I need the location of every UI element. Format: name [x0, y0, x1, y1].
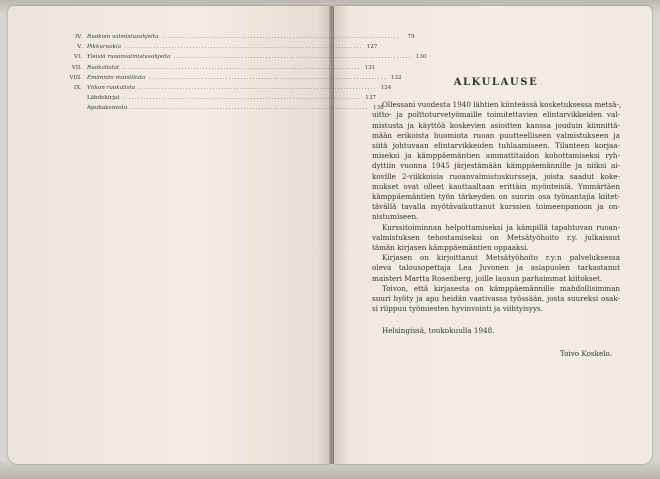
preface-line: uitto- ja polttoturvetyömaille toimitettavien elintarvikkeiden val- [372, 110, 620, 120]
preface-paragraph-1 [372, 100, 620, 222]
preface-line: tävällä tavalla myötävaikuttanut kurssien toimeenpanoon ja on- [372, 202, 620, 212]
toc-chapter-number: VIII. [69, 74, 82, 81]
toc-chapter-title: Emännän muistilista [87, 74, 146, 81]
preface-line: mään erikoista huomiota ruoan puutteelliseen valmistukseen ja [372, 130, 620, 140]
toc-page-number: 134 [380, 84, 392, 91]
toc-chapter-title: Apuhakemisto [87, 105, 128, 112]
toc-chapter-title: Pikkuruokia [87, 44, 122, 51]
toc-page-number: 79 [407, 34, 415, 40]
toc-page-number: 130 [415, 54, 427, 61]
preface-line: si riippuu työmiesten hyvinvointi ja viihtyisyys. [372, 304, 544, 314]
preface-line: Ollessani vuodesta 1940 lähtien kiinteässä kosketuksessa metsä-, [382, 100, 622, 110]
place-and-date: Helsingissä, toukokuulla 1948. [382, 326, 495, 336]
preface-line: maisteri Martta Rosenberg, joille lausun parhaimmat kiitokset. [372, 273, 603, 283]
toc-leader-dots: ................................................................................ [161, 34, 400, 40]
toc-chapter-title: Yleisiä ruoanvalmistusohjeita [87, 54, 171, 61]
preface-line: tämän kirjasen kämppäemäntien oppaaksi. [372, 243, 529, 253]
toc-row [52, 54, 427, 64]
preface-line: suuri hyöty ja apu heidän vaativassa työssään, josta suureksi osak- [372, 294, 620, 304]
preface-line: mukset ovat olleet kauttaaltaan erittäin myönteisiä. Ymmärtäen [372, 181, 620, 191]
preface-paragraph-4 [372, 284, 620, 315]
preface-line: Kurssitoiminnan helpottamiseksi ja kämpillä tapahtuvan ruoan- [382, 222, 620, 232]
preface-line: siitä johtuvaan elintarvikkeiden tuhlaamiseen. Tilanteen korjaa- [372, 141, 620, 151]
toc-leader-dots: ................................................................................ [138, 84, 377, 91]
toc-leader-dots: ................................................................................ [124, 44, 363, 51]
preface-line: valmistuksen tehostamiseksi on Metsätyöhoito r.y. julkaissut [372, 232, 620, 242]
toc-page-number: 127 [366, 44, 378, 51]
toc-chapter-title: Ruokalistat [87, 64, 120, 71]
table-of-contents [52, 34, 427, 116]
preface-line: Kirjasen on kirjoittanut Metsätyöhoito r.y:n palveluksessa [382, 253, 620, 263]
toc-chapter-number: IV. [74, 34, 82, 40]
preface-paragraph-3 [372, 253, 620, 284]
toc-row [52, 84, 392, 95]
toc-chapter-number: VI. [73, 54, 82, 61]
preface-line: koville 2-viikkoisia ruoanvalmistuskursseja, joista saadut koke- [372, 171, 620, 181]
toc-chapter-title: Ruokien valmistusohjeita [87, 34, 159, 40]
preface-paragraph-2 [372, 223, 620, 254]
toc-leader-dots: ................................................................................ [122, 95, 361, 102]
preface-heading: ALKULAUSE [453, 77, 539, 88]
preface-line: miseksi ja kämppäemäntien ammattitaidon kohottamiseksi ryh- [372, 151, 620, 161]
toc-page-number: 131 [364, 64, 376, 71]
preface [372, 78, 620, 359]
toc-chapter-number: VII. [71, 64, 82, 71]
toc-row [52, 95, 376, 105]
toc-chapter-number: V. [77, 44, 82, 51]
preface-line: dyttiin vuonna 1945 järjestämään kämppäemännille ja niiksi ai- [372, 161, 620, 171]
toc-row [52, 74, 402, 85]
toc-leader-dots: ................................................................................ [173, 54, 412, 61]
toc-chapter-number: IX. [74, 84, 82, 91]
toc-leader-dots: ................................................................................ [148, 74, 387, 81]
toc-leader-dots: ................................................................................ [122, 64, 361, 71]
toc-page-number: 137 [365, 95, 376, 102]
toc-row [52, 34, 415, 44]
preface-line: oleva talousopettaja Lea Juvonen ja asiapuolen tarkastanut [372, 263, 620, 273]
toc-leader-dots: ................................................................................ [130, 105, 369, 112]
preface-line: mistusta ja käyttöä koskevien asioitten kanssa jouduin kiinnittä- [372, 120, 620, 130]
preface-line: Toivon, että kirjasesta on kämppäemännille mahdollisimman [382, 283, 620, 293]
preface-line: kämppäemäntien työn tärkeyden on suurin osa työnantajia kiitet- [372, 192, 620, 202]
preface-line: nistumiseen. [372, 212, 419, 222]
toc-page-number: 132 [390, 74, 402, 81]
toc-page-number: 138 [373, 105, 384, 112]
toc-chapter-title: Viikon ruokalista [87, 84, 136, 91]
toc-row [52, 64, 376, 75]
toc-chapter-title: Lähdekirjat [87, 95, 120, 102]
toc-row [52, 105, 384, 115]
toc-row [52, 44, 378, 54]
signature: Toivo Koskelo. [559, 348, 612, 358]
